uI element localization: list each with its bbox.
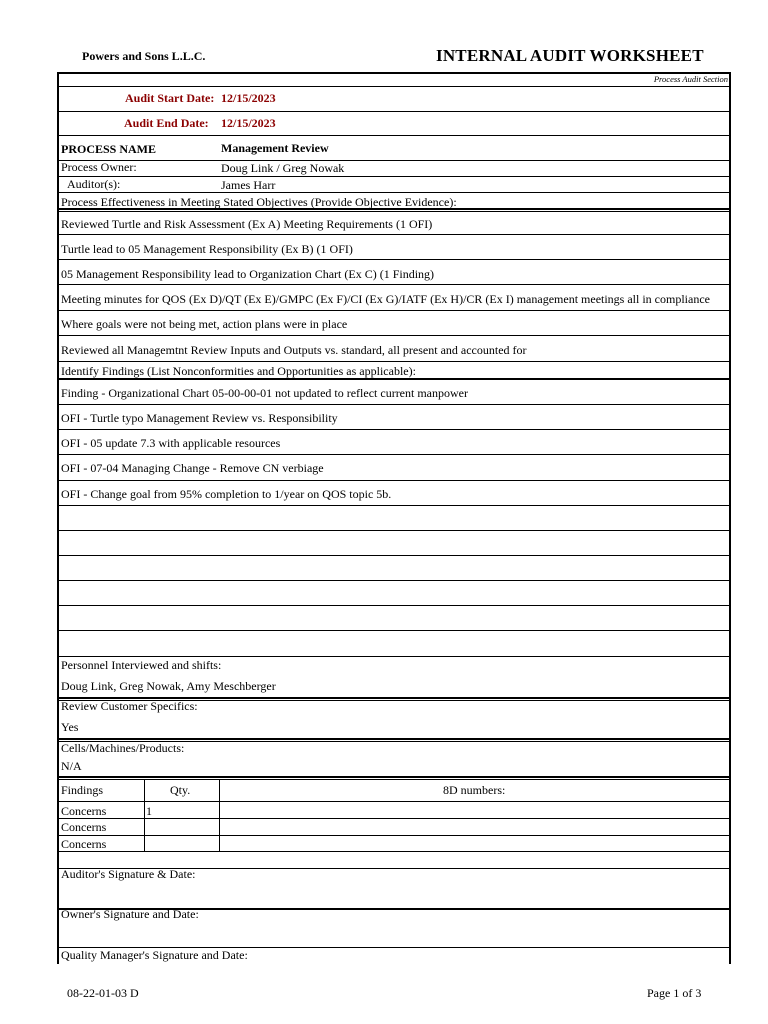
finding-item[interactable]: Finding - Organizational Chart 05-00-00-01 not updated to reflect current manpower [61, 386, 468, 400]
row-divider [57, 776, 731, 778]
owner-signature-label: Owner's Signature and Date: [61, 907, 199, 921]
effectiveness-item[interactable]: Reviewed Turtle and Risk Assessment (Ex A) Meeting Requirements (1 OFI) [61, 217, 433, 231]
row-divider [57, 335, 731, 336]
row-divider [57, 505, 731, 506]
frame-left-border [57, 72, 59, 964]
concerns-row-label: Concerns [61, 837, 107, 851]
page-number: Page 1 of 3 [647, 986, 702, 1000]
row-divider [57, 480, 731, 481]
effectiveness-item[interactable]: Turtle lead to 05 Management Responsibility (Ex B) (1 OFI) [61, 242, 353, 256]
cells-value[interactable]: N/A [61, 759, 82, 773]
row-divider [57, 530, 731, 531]
qty-column-header: Qty. [170, 783, 191, 797]
row-divider [57, 259, 731, 260]
finding-item[interactable]: OFI - 07-04 Managing Change - Remove CN verbiage [61, 461, 324, 475]
effectiveness-heading: Process Effectiveness in Meeting Stated Objectives (Provide Objective Evidence): [61, 195, 457, 209]
row-divider [57, 111, 731, 112]
quality-manager-signature-label: Quality Manager's Signature and Date: [61, 948, 248, 962]
findings-heading: Identify Findings (List Nonconformities and Opportunities as applicable): [61, 364, 416, 378]
document-number: 08-22-01-03 D [67, 986, 139, 1000]
row-divider [57, 192, 731, 193]
audit-end-label: Audit End Date: [124, 116, 209, 130]
8d-numbers-column-header: 8D numbers: [443, 783, 506, 797]
row-divider [57, 656, 731, 657]
process-name-label: PROCESS NAME [61, 142, 157, 156]
row-divider [57, 176, 731, 177]
process-owner-value[interactable]: Doug Link / Greg Nowak [221, 161, 345, 175]
customer-specifics-label: Review Customer Specifics: [61, 699, 198, 713]
row-divider [57, 454, 731, 455]
audit-worksheet-form [57, 72, 731, 964]
audit-start-value[interactable]: 12/15/2023 [221, 91, 276, 105]
effectiveness-item[interactable]: Reviewed all Managemtnt Review Inputs and Outputs vs. standard, all present and accounted for [61, 343, 527, 357]
cells-label: Cells/Machines/Products: [61, 741, 185, 755]
row-divider [57, 404, 731, 405]
row-divider [57, 429, 731, 430]
audit-end-value[interactable]: 12/15/2023 [221, 116, 276, 130]
row-divider [57, 835, 731, 836]
row-divider [57, 630, 731, 631]
finding-item[interactable]: OFI - 05 update 7.3 with applicable resources [61, 436, 281, 450]
row-divider [57, 86, 731, 87]
row-divider [57, 160, 731, 161]
finding-item[interactable]: OFI - Turtle typo Management Review vs. Responsibility [61, 411, 338, 425]
process-name-value[interactable]: Management Review [221, 141, 329, 155]
row-divider [57, 135, 731, 136]
personnel-label: Personnel Interviewed and shifts: [61, 658, 222, 672]
row-divider [57, 361, 731, 362]
section-note: Process Audit Section [653, 74, 728, 84]
effectiveness-item[interactable]: Meeting minutes for QOS (Ex D)/QT (Ex E)/GMPC (Ex F)/CI (Ex G)/IATF (Ex H)/CR (Ex I) management meetings all in compliance [61, 292, 710, 306]
audit-start-label: Audit Start Date: [125, 91, 215, 105]
row-divider [57, 801, 731, 802]
personnel-value[interactable]: Doug Link, Greg Nowak, Amy Meschberger [61, 679, 276, 693]
row-divider [57, 580, 731, 581]
concerns-row-label: Concerns [61, 820, 107, 834]
auditor-signature-label: Auditor's Signature & Date: [61, 867, 196, 881]
row-divider [57, 555, 731, 556]
findings-column-header: Findings [61, 783, 104, 797]
company-name: Powers and Sons L.L.C. [82, 49, 206, 63]
row-divider [57, 284, 731, 285]
process-owner-label: Process Owner: [61, 160, 137, 174]
row-divider [57, 310, 731, 311]
row-divider [57, 851, 731, 852]
effectiveness-item[interactable]: Where goals were not being met, action plans were in place [61, 317, 348, 331]
auditor-label: Auditor(s): [67, 177, 121, 191]
row-divider [57, 738, 731, 740]
concerns-qty[interactable]: 1 [146, 804, 152, 818]
row-divider [57, 779, 731, 780]
row-divider [57, 211, 731, 212]
row-divider [57, 605, 731, 606]
table-column-divider [144, 779, 145, 852]
row-divider [57, 234, 731, 235]
customer-specifics-value[interactable]: Yes [61, 720, 79, 734]
finding-item[interactable]: OFI - Change goal from 95% completion to 1/year on QOS topic 5b. [61, 487, 392, 501]
frame-right-border [729, 72, 731, 964]
row-divider [57, 378, 731, 380]
row-divider [57, 818, 731, 819]
concerns-row-label: Concerns [61, 804, 107, 818]
frame-top-border [57, 72, 731, 74]
auditor-value[interactable]: James Harr [221, 178, 276, 192]
table-column-divider [219, 779, 220, 852]
effectiveness-item[interactable]: 05 Management Responsibility lead to Organization Chart (Ex C) (1 Finding) [61, 267, 435, 281]
worksheet-title: INTERNAL AUDIT WORKSHEET [436, 46, 704, 65]
